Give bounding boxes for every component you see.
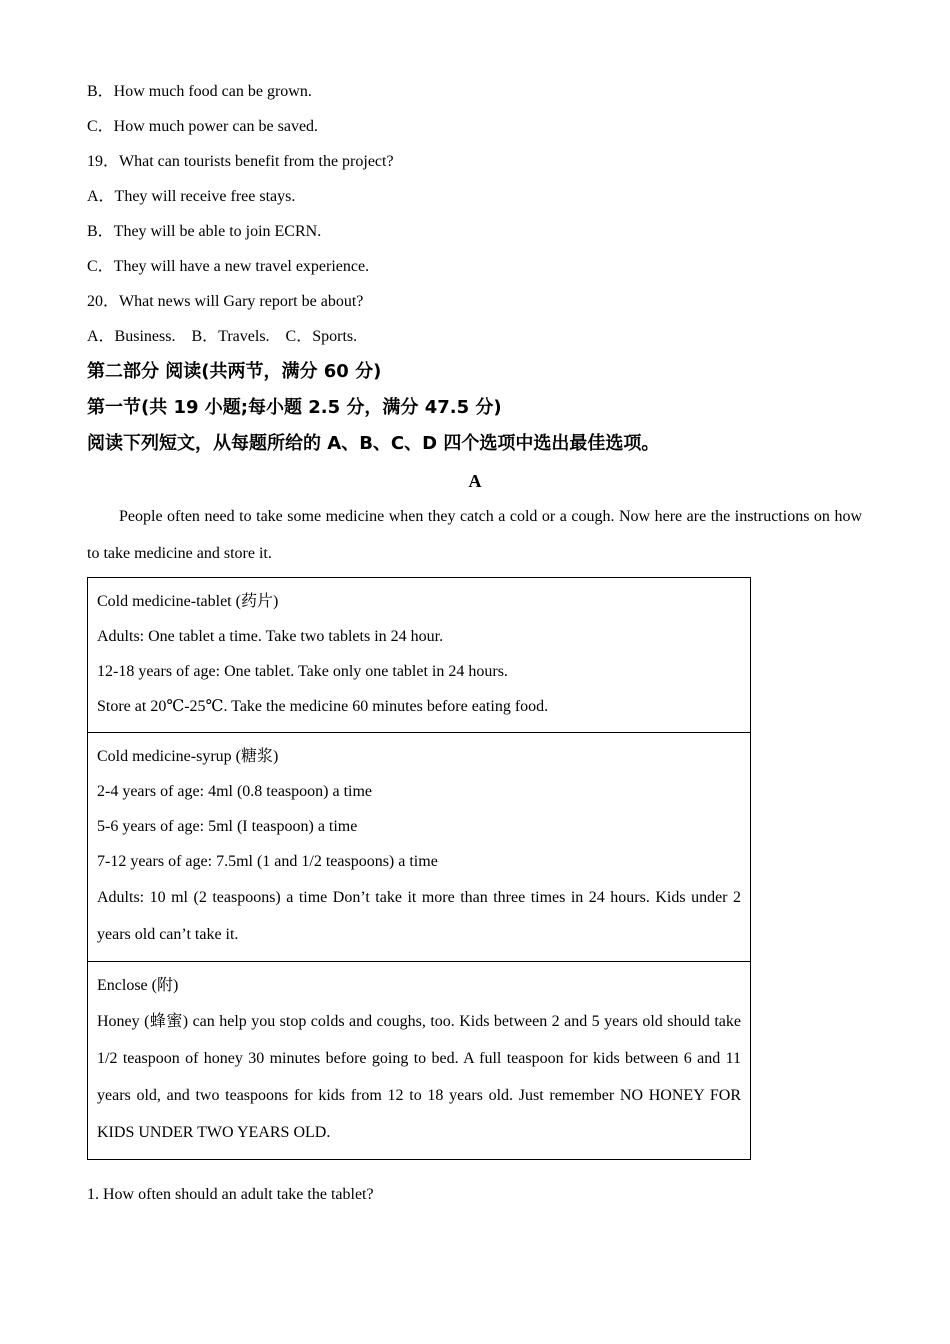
passage-letter: A: [468, 471, 482, 491]
option-a-free-stays: A．They will receive free stays.: [87, 188, 296, 205]
question-20-options: A．Business. B．Travels. C．Sports.: [87, 328, 358, 345]
option-b-join-ecrn: B．They will be able to join ECRN.: [87, 223, 322, 240]
option-b-food: B．How much food can be grown.: [87, 83, 312, 100]
enclose-title: Enclose (附): [97, 977, 179, 994]
tablet-storage: Store at 20℃-25℃. Take the medicine 60 minutes before eating food.: [97, 698, 549, 715]
syrup-title: Cold medicine-syrup (糖浆): [97, 748, 279, 765]
tablet-teens: 12-18 years of age: One tablet. Take only one tablet in 24 hours.: [97, 663, 508, 680]
option-c-power: C．How much power can be saved.: [87, 118, 319, 135]
medicine-table: [87, 577, 751, 1160]
syrup-2-4: 2-4 years of age: 4ml (0.8 teaspoon) a time: [97, 783, 373, 800]
passage-intro: People often need to take some medicine when they catch a cold or a cough. Now here are the instructions on how to take medicine and store it.: [87, 508, 862, 562]
syrup-cell: [87, 733, 751, 962]
question-1: 1. How often should an adult take the tablet?: [87, 1186, 374, 1203]
option-c-travel-experience: C．They will have a new travel experience.: [87, 258, 370, 275]
part-title: 第二部分 阅读(共两节，满分 60 分): [87, 361, 382, 382]
tablet-title: Cold medicine-tablet (药片): [97, 593, 279, 610]
enclose-cell: [87, 962, 751, 1160]
syrup-5-6: 5-6 years of age: 5ml (I teaspoon) a time: [97, 818, 358, 835]
question-19: 19．What can tourists benefit from the project?: [87, 153, 394, 170]
subsection-title: 第一节(共 19 小题;每小题 2.5 分，满分 47.5 分): [87, 397, 502, 418]
instruction: 阅读下列短文，从每题所给的 A、B、C、D 四个选项中选出最佳选项。: [87, 433, 660, 454]
syrup-adults: Adults: 10 ml (2 teaspoons) a time Don’t take it more than three times in 24 hours. Kids under 2 years old can’t take it.: [97, 889, 741, 943]
syrup-7-12: 7-12 years of age: 7.5ml (1 and 1/2 teaspoons) a time: [97, 853, 438, 870]
question-20: 20．What news will Gary report be about?: [87, 293, 364, 310]
tablet-adults: Adults: One tablet a time. Take two tablets in 24 hour.: [97, 628, 444, 645]
tablet-cell: [87, 577, 751, 733]
enclose-text: Honey (蜂蜜) can help you stop colds and coughs, too. Kids between 2 and 5 years old should take 1/2 teaspoon of honey 30 minutes before going to bed. A full teaspoon for kids between 6 and 11 years old, and two teaspoons for kids from 12 to 18 years old. Just remember NO HONEY FOR KIDS UNDER TWO YEARS OLD.: [97, 1013, 741, 1141]
